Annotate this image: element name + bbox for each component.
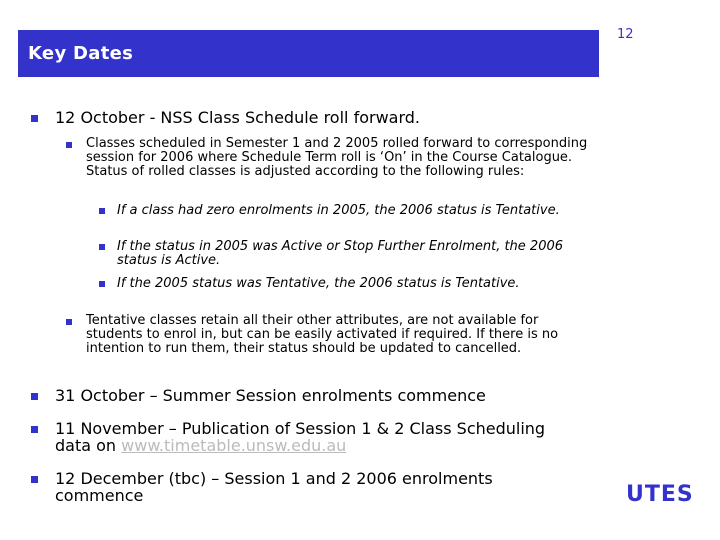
item-text: 31 October – Summer Session enrolments commence xyxy=(55,386,486,405)
timetable-link[interactable]: www.timetable.unsw.edu.au xyxy=(121,436,347,455)
list-item xyxy=(86,314,596,356)
bullet-icon xyxy=(99,244,105,250)
item-text xyxy=(55,420,575,454)
list-item xyxy=(117,204,597,218)
utes-logo: UTES xyxy=(626,482,694,507)
bullet-icon xyxy=(66,142,72,148)
list-item xyxy=(117,240,597,268)
slide-title: Key Dates xyxy=(28,43,134,64)
list-item xyxy=(55,420,575,454)
bullet-icon xyxy=(99,281,105,287)
bullet-icon xyxy=(31,426,38,433)
item-text: 12 December (tbc) – Session 1 and 2 2006 enrolments commence xyxy=(55,469,493,505)
bullet-icon xyxy=(66,319,72,325)
bullet-icon xyxy=(31,115,38,122)
list-item xyxy=(55,109,575,126)
item-text: 12 October - NSS Class Schedule roll forward. xyxy=(55,108,420,127)
list-item xyxy=(55,470,575,504)
bullet-icon xyxy=(31,393,38,400)
bullet-icon xyxy=(99,208,105,214)
item-text-main: 11 November – Publication of Session 1 & 2 Class Scheduling data on xyxy=(55,419,546,455)
item-text: If a class had zero enrolments in 2005, the 2006 status is Tentative. xyxy=(117,203,560,218)
item-text: Classes scheduled in Semester 1 and 2 2005 rolled forward to corresponding session for 2006 where Schedule Term roll is ‘On’ in the Course Catalogue. Status of rolled classes is adjusted according to the following rules: xyxy=(86,136,588,179)
bullet-icon xyxy=(31,476,38,483)
item-text: If the 2005 status was Tentative, the 2006 status is Tentative. xyxy=(117,276,520,291)
list-item xyxy=(55,387,595,404)
item-text: Tentative classes retain all their other attributes, are not available for students to enrol in, but can be easily activated if required. If there is no intention to run them, their status should be updated to cancelled. xyxy=(86,313,559,356)
page-number: 12 xyxy=(617,27,634,42)
title-bar xyxy=(18,30,599,77)
list-item xyxy=(117,277,597,291)
item-text: If the status in 2005 was Active or Stop Further Enrolment, the 2006 status is Active. xyxy=(117,239,564,268)
list-item xyxy=(86,137,596,179)
